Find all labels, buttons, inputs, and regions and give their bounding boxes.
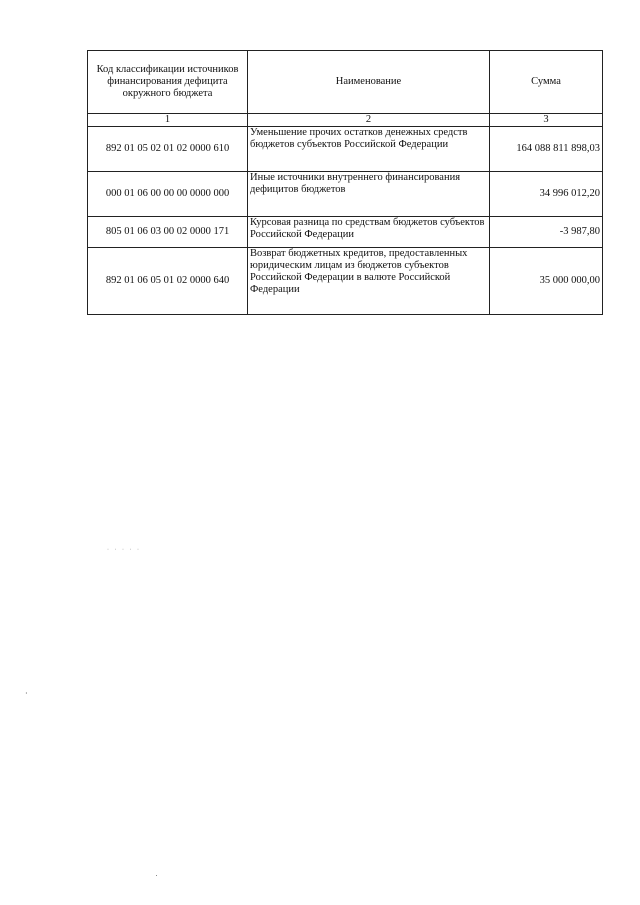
- row-sum: 164 088 811 898,03: [490, 127, 603, 172]
- row-sum: 35 000 000,00: [490, 248, 603, 315]
- row-sum: 34 996 012,20: [490, 172, 603, 217]
- row-name: Возврат бюджетных кредитов, предоставленных юридическим лицам из бюджетов субъектов Российской Федерации в валюте Российской Федерации: [248, 248, 490, 315]
- row-name: Уменьшение прочих остатков денежных средств бюджетов субъектов Российской Федерации: [248, 127, 490, 172]
- header-sum: Сумма: [490, 51, 603, 114]
- table-header-row: [88, 51, 603, 114]
- table-row: [88, 217, 603, 248]
- table-row: [88, 248, 603, 315]
- row-code: 000 01 06 00 00 00 0000 000: [88, 172, 248, 217]
- row-code: 892 01 05 02 01 02 0000 610: [88, 127, 248, 172]
- column-number: 3: [490, 114, 603, 127]
- column-number: 2: [248, 114, 490, 127]
- scan-noise: · · · · ·: [107, 547, 141, 553]
- row-code: 805 01 06 03 00 02 0000 171: [88, 217, 248, 248]
- budget-sources-table: [87, 50, 603, 315]
- table-row: [88, 127, 603, 172]
- scan-mark: ·: [25, 689, 28, 698]
- column-number: 1: [88, 114, 248, 127]
- row-code: 892 01 06 05 01 02 0000 640: [88, 248, 248, 315]
- column-numbers-row: [88, 114, 603, 127]
- table-row: [88, 172, 603, 217]
- scan-dot: [156, 875, 157, 876]
- row-name: Курсовая разница по средствам бюджетов субъектов Российской Федерации: [248, 217, 490, 248]
- row-sum: -3 987,80: [490, 217, 603, 248]
- header-name: Наименование: [248, 51, 490, 114]
- header-code: Код классификации источников финансирования дефицита окружного бюджета: [88, 51, 248, 114]
- row-name: Иные источники внутреннего финансирования дефицитов бюджетов: [248, 172, 490, 217]
